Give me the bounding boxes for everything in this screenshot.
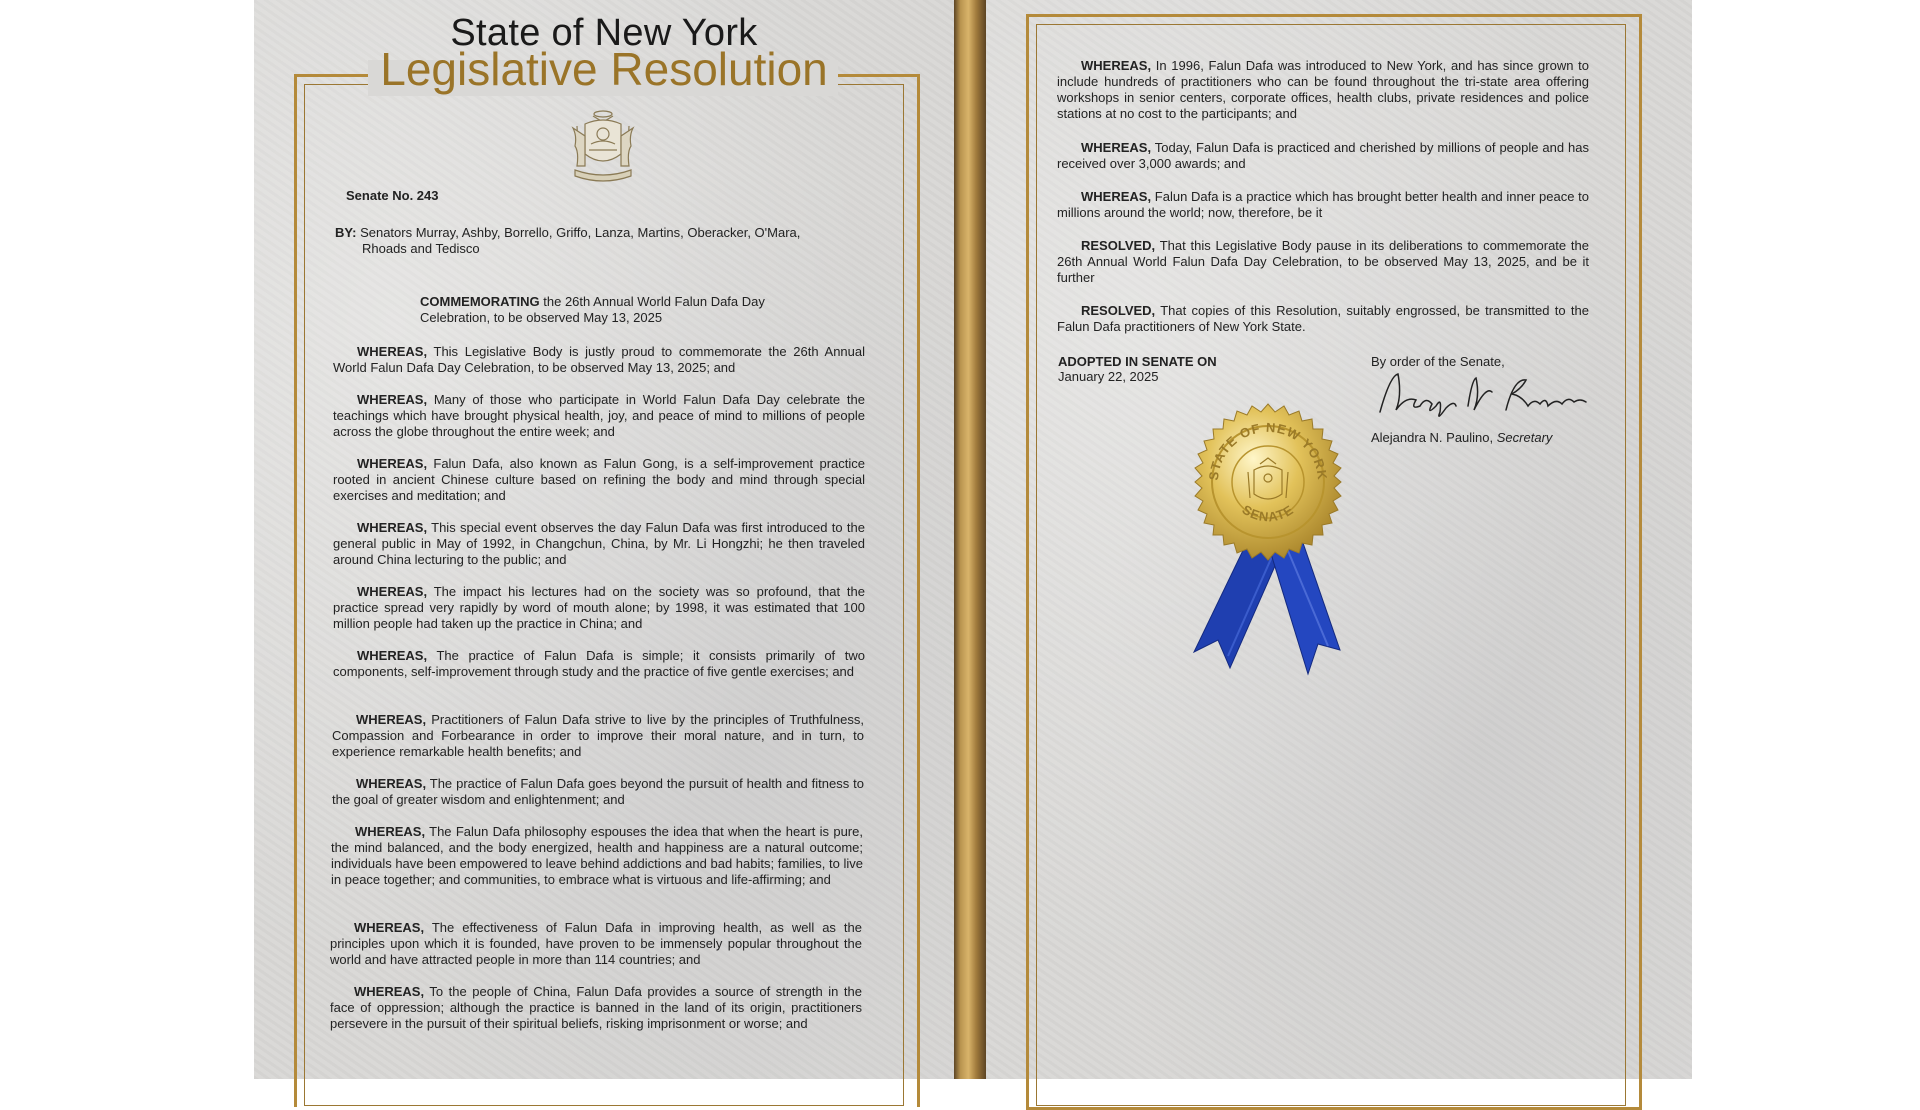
clause-keyword: WHEREAS, — [355, 824, 426, 839]
right-clause — [1057, 238, 1589, 286]
clause-keyword: WHEREAS, — [357, 520, 428, 535]
state-title: State of New York — [450, 12, 758, 54]
left-clause — [333, 392, 865, 440]
clause-text: In 1996, Falun Dafa was introduced to New York, and has since grown to include hundreds of practitioners who can be found throughout the tri-state area offering workshops in senior centers, corporate offices, health clubs, private residences and police stations at no cost to the participants; and — [1057, 58, 1589, 121]
clause-text: This Legislative Body is justly proud to commemorate the 26th Annual World Falun Dafa Day Celebration, to be observed May 13, 2025; and — [333, 344, 865, 375]
adopted-date: January 22, 2025 — [1058, 369, 1159, 384]
clause-text: That this Legislative Body pause in its deliberations to commemorate the 26th Annual World Falun Dafa Day Celebration, to be observed May 13, 2025, and be it further — [1057, 238, 1589, 285]
sponsors — [335, 225, 800, 241]
commemorating-line-2: Celebration, to be observed May 13, 2025 — [420, 310, 663, 325]
secretary-name: Alejandra N. Paulino, — [1371, 430, 1494, 445]
clause-keyword: WHEREAS, — [356, 712, 427, 727]
clause-text: That copies of this Resolution, suitably engrossed, be transmitted to the Falun Dafa practitioners of New York State. — [1057, 303, 1589, 334]
clause-text: Today, Falun Dafa is practiced and cherished by millions of people and has received over 3,000 awards; and — [1057, 140, 1589, 171]
clause-keyword: RESOLVED, — [1081, 303, 1156, 318]
clause-keyword: WHEREAS, — [357, 584, 428, 599]
left-clause — [333, 584, 865, 632]
order-line: By order of the Senate, — [1371, 354, 1505, 369]
left-clause — [331, 824, 863, 888]
sponsors-line-1: Senators Murray, Ashby, Borrello, Griffo, Lanza, Martins, Oberacker, O'Mara, — [360, 225, 801, 240]
folder-spine — [954, 0, 986, 1079]
clause-keyword: WHEREAS, — [357, 344, 428, 359]
clause-text: Falun Dafa, also known as Falun Gong, is a self-improvement practice rooted in ancient Chinese culture based on refining the body and mind through special exercises and meditation; and — [333, 456, 865, 503]
clause-keyword: WHEREAS, — [356, 776, 427, 791]
left-clause — [332, 712, 864, 760]
commemorating-text: the 26th Annual World Falun Dafa Day — [543, 294, 765, 309]
seal-bottom-text: SENATE — [1239, 501, 1297, 525]
left-clause — [333, 456, 865, 504]
left-clause — [332, 776, 864, 808]
left-clause — [333, 648, 865, 680]
left-clause — [330, 920, 862, 968]
senate-gold-seal-icon — [1188, 402, 1348, 562]
left-clause — [333, 520, 865, 568]
clause-keyword: WHEREAS, — [354, 984, 425, 999]
commemorating-line-1 — [420, 294, 765, 310]
clause-keyword: WHEREAS, — [357, 648, 428, 663]
right-clause — [1057, 303, 1589, 335]
clause-keyword: RESOLVED, — [1081, 238, 1156, 253]
senate-number: Senate No. 243 — [346, 188, 439, 203]
document-title: Legislative Resolution — [380, 43, 828, 95]
new-york-coat-of-arms-icon — [563, 106, 643, 188]
clause-text: The impact his lectures had on the society was so profound, that the practice spread very rapidly by word of mouth alone; by 1998, it was estimated that 100 million people had taken up the practice in China; and — [333, 584, 865, 631]
sponsors-label: BY: — [335, 225, 357, 240]
clause-text: Practitioners of Falun Dafa strive to live by the principles of Truthfulness, Compassion and Forbearance in order to improve their moral nature, and in turn, to experience remarkable health benefits; and — [332, 712, 864, 759]
clause-text: Many of those who participate in World Falun Dafa Day celebrate the teachings which have brought physical health, joy, and peace of mind to millions of people across the globe throughout the entire week; and — [333, 392, 865, 439]
clause-keyword: WHEREAS, — [354, 920, 425, 935]
secretary-title: Secretary — [1496, 430, 1553, 445]
sponsors-line-2: Rhoads and Tedisco — [362, 241, 480, 256]
right-clause — [1057, 189, 1589, 221]
clause-text: To the people of China, Falun Dafa provides a source of strength in the face of oppression; although the practice is banned in the land of its origin, practitioners persevere in the pursuit of their spiritual beliefs, risking imprisonment or worse; and — [330, 984, 862, 1031]
commemorating-keyword: COMMEMORATING — [420, 294, 540, 309]
seal-top-text: STATE OF NEW YORK — [1205, 419, 1331, 482]
right-clause — [1057, 140, 1589, 172]
secretary-signature-icon — [1376, 366, 1590, 426]
clause-keyword: WHEREAS, — [1081, 189, 1152, 204]
clause-text: The effectiveness of Falun Dafa in improving health, as well as the principles upon which it is founded, have proven to be immensely popular throughout the world and have attracted people in more than 114 countries; and — [330, 920, 862, 967]
secretary-signature-block — [1371, 430, 1552, 446]
clause-text: The practice of Falun Dafa goes beyond the pursuit of health and fitness to the goal of greater wisdom and enlightenment; and — [332, 776, 864, 807]
clause-text: Falun Dafa is a practice which has brought better health and inner peace to millions around the world; now, therefore, be it — [1057, 189, 1589, 220]
clause-keyword: WHEREAS, — [1081, 140, 1152, 155]
right-clause — [1057, 58, 1589, 122]
clause-keyword: WHEREAS, — [1081, 58, 1152, 73]
clause-keyword: WHEREAS, — [357, 456, 428, 471]
left-clause — [333, 344, 865, 376]
left-clause — [330, 984, 862, 1032]
clause-text: The Falun Dafa philosophy espouses the idea that when the heart is pure, the mind balanced, and the body energized, health and happiness are a natural outcome; individuals have been empowered to leave behind addictions and bad habits; families, to live in peace together; and communities, to embrace what is virtuous and life-affirming; and — [331, 824, 863, 887]
clause-keyword: WHEREAS, — [357, 392, 428, 407]
adopted-label: ADOPTED IN SENATE ON — [1058, 354, 1217, 369]
clause-text: This special event observes the day Falun Dafa was first introduced to the general public in May of 1992, in Changchun, China, by Mr. Li Hongzhi; he then traveled around China lecturing to the public; and — [333, 520, 865, 567]
clause-text: The practice of Falun Dafa is simple; it consists primarily of two components, self-improvement through study and the practice of five gentle exercises; and — [333, 648, 865, 679]
